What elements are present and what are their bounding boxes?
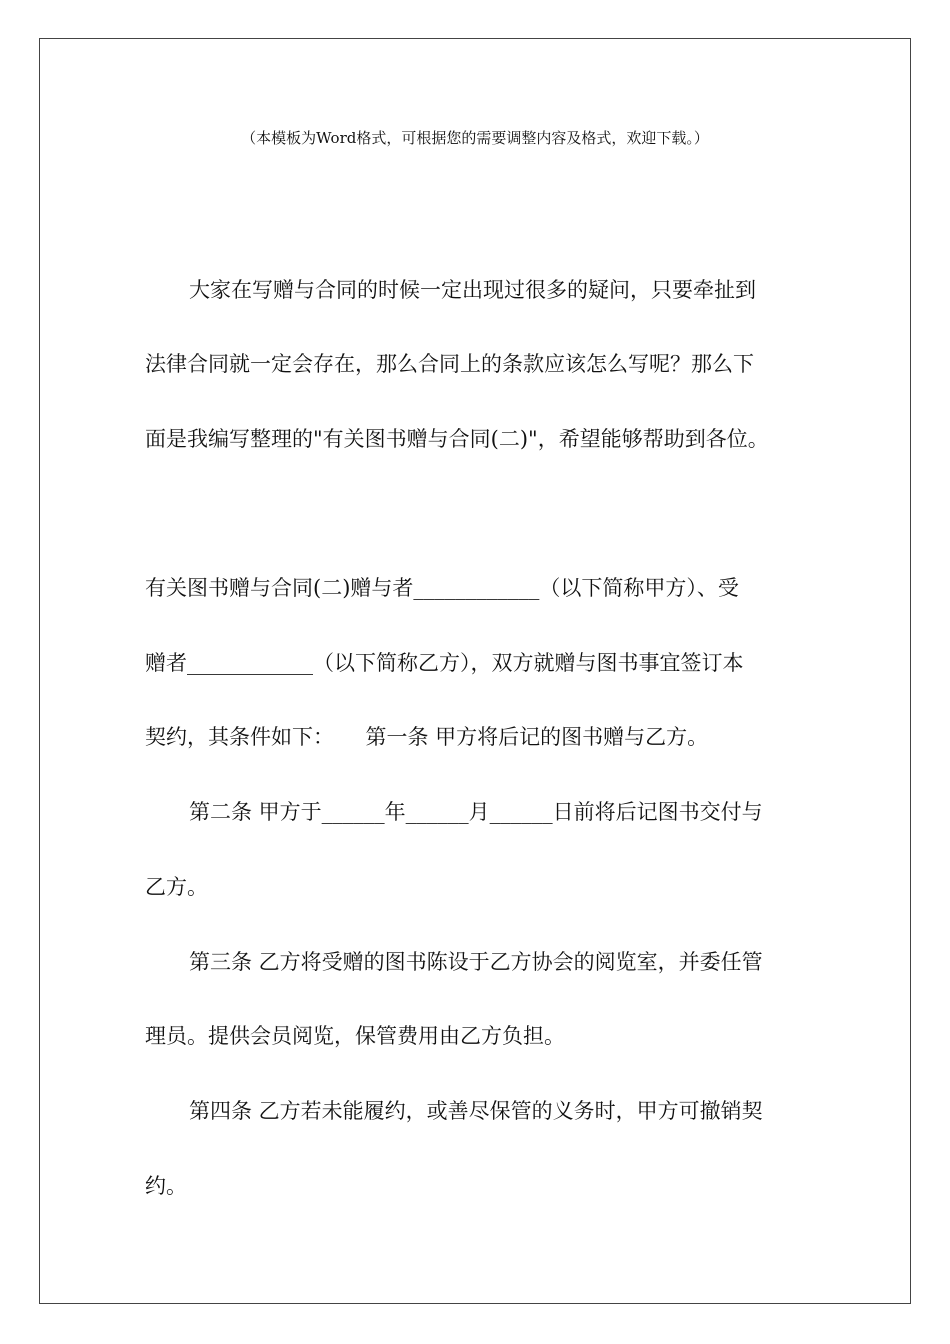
intro-line-3: 面是我编写整理的"有关图书赠与合同(二)"，希望能够帮助到各位。 <box>145 427 769 451</box>
article-1-line: 契约，其条件如下： 第一条 甲方将后记的图书赠与乙方。 <box>145 725 709 749</box>
article-2-line-2: 乙方。 <box>145 875 208 899</box>
contract-line-1: 有关图书赠与合同(二)赠与者____________（以下简称甲方）、受 <box>145 576 739 600</box>
contract-line-2: 赠者____________（以下简称乙方），双方就赠与图书事宜签订本 <box>145 651 744 675</box>
article-4-line-2: 约。 <box>145 1174 187 1198</box>
article-3-line-1: 第三条 乙方将受赠的图书陈设于乙方协会的阅览室，并委任管 <box>189 950 763 974</box>
intro-line-1: 大家在写赠与合同的时候一定出现过很多的疑问，只要牵扯到 <box>189 278 756 302</box>
article-4-line-1: 第四条 乙方若未能履约，或善尽保管的义务时，甲方可撤销契 <box>189 1099 763 1123</box>
article-2-line-1: 第二条 甲方于______年______月______日前将后记图书交付与 <box>189 800 763 824</box>
template-note: （本模板为Word格式，可根据您的需要调整内容及格式，欢迎下载。） <box>241 129 709 147</box>
intro-line-2: 法律合同就一定会存在，那么合同上的条款应该怎么写呢？那么下 <box>145 352 754 376</box>
article-3-line-2: 理员。提供会员阅览，保管费用由乙方负担。 <box>145 1024 565 1048</box>
